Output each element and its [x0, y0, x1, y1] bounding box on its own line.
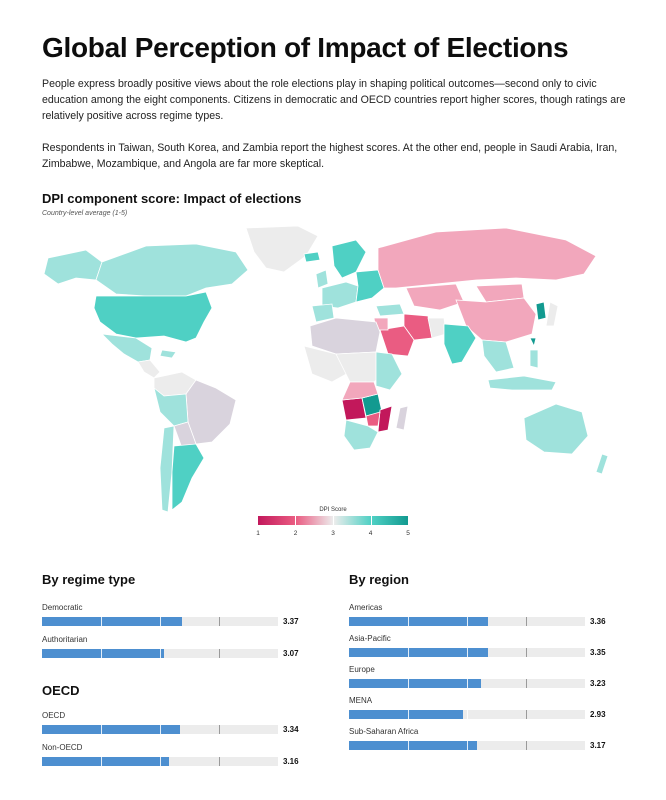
- map-region-caribbean: [160, 350, 176, 358]
- regime-section-title: By regime type: [42, 572, 136, 587]
- bar-value-label: 3.35: [590, 648, 606, 657]
- bar-gridline: [467, 617, 468, 626]
- bar-item: [42, 602, 304, 626]
- bar-value-label: 3.23: [590, 679, 606, 688]
- legend-tick-5: 5: [406, 530, 410, 537]
- bar-gridline: [526, 648, 527, 657]
- bar-track: [42, 725, 278, 734]
- oecd-bar-chart: [42, 710, 304, 774]
- bar-track: [349, 679, 585, 688]
- bar-fill: [349, 679, 481, 688]
- legend-title: DPI Score: [319, 507, 347, 513]
- map-region-kazakhstan: [406, 284, 464, 310]
- bar-category-label: MENA: [349, 696, 373, 705]
- bar-track: [349, 648, 585, 657]
- bar-gridline: [408, 741, 409, 750]
- bar-track: [349, 617, 585, 626]
- bar-gridline: [408, 648, 409, 657]
- bar-category-label: Sub-Saharan Africa: [349, 727, 419, 736]
- bar-gridline: [160, 649, 161, 658]
- bar-category-label: Non-OECD: [42, 743, 83, 752]
- bar-row: [42, 646, 304, 658]
- bar-category-label: Americas: [349, 603, 383, 612]
- bar-value-label: 3.37: [283, 617, 299, 626]
- map-region-mozambique: [378, 406, 392, 432]
- bar-item: [349, 726, 611, 750]
- intro-text: [42, 76, 627, 188]
- bar-gridline: [526, 741, 527, 750]
- bar-category-label: Authoritarian: [42, 635, 88, 644]
- bar-gridline: [408, 710, 409, 719]
- regime-bar-chart: [42, 602, 304, 666]
- map-region-canada: [96, 244, 248, 296]
- region-bar-chart: [349, 602, 611, 757]
- bar-item: [42, 710, 304, 734]
- bar-gridline: [160, 757, 161, 766]
- map-region-korea: [536, 302, 546, 320]
- bar-gridline: [467, 710, 468, 719]
- bar-row: [42, 722, 304, 734]
- bar-row: [349, 707, 611, 719]
- bar-gridline: [101, 649, 102, 658]
- map-region-alaska: [44, 250, 102, 284]
- bar-gridline: [467, 679, 468, 688]
- bar-item: [349, 664, 611, 688]
- legend-segment-3: [334, 516, 371, 525]
- world-choropleth-map: [36, 222, 626, 520]
- bar-gridline: [467, 741, 468, 750]
- bar-gridline: [219, 649, 220, 658]
- bar-item: [349, 695, 611, 719]
- map-region-turkey: [376, 304, 404, 316]
- bar-value-label: 2.93: [590, 710, 606, 719]
- bar-item: [349, 633, 611, 657]
- bar-row: [349, 614, 611, 626]
- bar-row: [349, 645, 611, 657]
- bar-track: [42, 617, 278, 626]
- bar-category-label: Asia-Pacific: [349, 634, 391, 643]
- bar-row: [349, 676, 611, 688]
- bar-gridline: [526, 679, 527, 688]
- bar-gridline: [408, 679, 409, 688]
- bar-gridline: [467, 648, 468, 657]
- map-region-taiwan: [530, 338, 536, 346]
- map-region-brazil: [186, 380, 236, 444]
- bar-track: [349, 741, 585, 750]
- legend-tick-3: 3: [331, 530, 335, 537]
- map-region-mexico: [102, 334, 152, 362]
- legend-segment-4: [372, 516, 408, 525]
- legend-tick-2: 2: [293, 530, 298, 537]
- bar-value-label: 3.07: [283, 649, 299, 658]
- legend-color-scale: [258, 516, 408, 525]
- bar-value-label: 3.16: [283, 757, 299, 766]
- map-region-philippines: [530, 350, 538, 368]
- map-region-greenland: [246, 226, 318, 272]
- bar-gridline: [408, 617, 409, 626]
- map-region-russia: [378, 228, 596, 288]
- bar-item: [349, 602, 611, 626]
- legend-ticks: [258, 530, 408, 540]
- legend-segment-1: [258, 516, 295, 525]
- bar-gridline: [160, 617, 161, 626]
- map-region-uk: [316, 270, 328, 288]
- map-region-japan: [546, 302, 558, 326]
- map-region-central-america: [138, 360, 160, 378]
- bar-gridline: [101, 725, 102, 734]
- intro-paragraph-1: People express broadly positive views about the role elections play in shaping political outcomes—second only to civic education among the eight components. Citizens in democratic and OECD countries report higher scores, though ratings are relatively positive across regime types.: [42, 78, 626, 122]
- map-region-usa: [94, 292, 212, 342]
- bar-value-label: 3.36: [590, 617, 606, 626]
- legend-segment-2: [296, 516, 333, 525]
- bar-fill: [349, 741, 477, 750]
- map-title: DPI component score: Impact of elections: [42, 191, 302, 206]
- map-region-indonesia: [488, 376, 556, 390]
- intro-paragraph-2: Respondents in Taiwan, South Korea, and Zambia report the highest scores. At the other end, people in Saudi Arabia, Iran, Zimbabwe, Mozambique, and Angola are far more skeptical.: [42, 142, 618, 170]
- bar-gridline: [526, 617, 527, 626]
- bar-row: [349, 738, 611, 750]
- map-region-southeast-asia: [482, 340, 514, 372]
- bar-fill: [42, 757, 169, 766]
- bar-track: [349, 710, 585, 719]
- bar-item: [42, 742, 304, 766]
- bar-gridline: [526, 710, 527, 719]
- bar-category-label: Europe: [349, 665, 375, 674]
- legend-tick-4: 4: [368, 530, 373, 537]
- bar-gridline: [101, 617, 102, 626]
- bar-fill: [42, 649, 164, 658]
- legend-tick-1: 1: [256, 530, 260, 537]
- bar-gridline: [219, 757, 220, 766]
- bar-row: [42, 754, 304, 766]
- bar-fill: [349, 710, 463, 719]
- map-region-new-zealand: [596, 454, 608, 474]
- bar-track: [42, 757, 278, 766]
- oecd-section-title: OECD: [42, 683, 80, 698]
- region-section-title: By region: [349, 572, 409, 587]
- bar-gridline: [219, 617, 220, 626]
- bar-gridline: [219, 725, 220, 734]
- page-title: Global Perception of Impact of Elections: [42, 32, 569, 63]
- map-region-argentina: [172, 444, 204, 510]
- bar-item: [42, 634, 304, 658]
- map-subtitle: Country-level average (1-5): [42, 210, 128, 217]
- bar-value-label: 3.17: [590, 741, 606, 750]
- bar-value-label: 3.34: [283, 725, 299, 734]
- bar-category-label: Democratic: [42, 603, 83, 612]
- map-region-madagascar: [396, 406, 408, 430]
- bar-gridline: [101, 757, 102, 766]
- map-region-east-africa: [376, 352, 402, 390]
- bar-track: [42, 649, 278, 658]
- bar-row: [42, 614, 304, 626]
- bar-gridline: [160, 725, 161, 734]
- map-region-north-africa: [310, 318, 380, 354]
- bar-category-label: OECD: [42, 711, 66, 720]
- map-region-australia: [524, 404, 588, 454]
- map-region-iceland: [304, 252, 320, 262]
